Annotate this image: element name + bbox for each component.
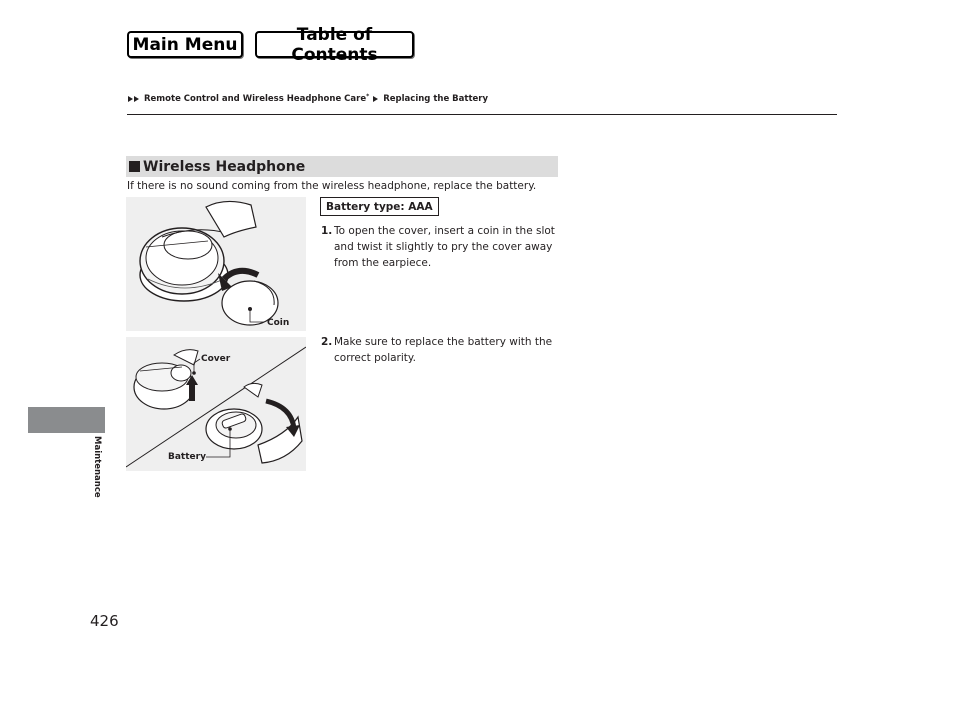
breadcrumb-asterisk: * bbox=[366, 92, 370, 100]
side-tab-label: Maintenance bbox=[92, 436, 102, 498]
breadcrumb-arrow-icon bbox=[134, 96, 139, 102]
table-of-contents-button[interactable]: Table of Contents bbox=[255, 31, 414, 58]
header-rule bbox=[127, 114, 837, 115]
breadcrumb bbox=[128, 94, 488, 104]
step-number: 2. bbox=[321, 336, 333, 348]
section-title: Wireless Headphone bbox=[143, 158, 306, 175]
cover-callout: Cover bbox=[201, 354, 231, 364]
battery-type-badge: Battery type: AAA bbox=[320, 197, 439, 216]
figure-battery-replacement bbox=[126, 337, 306, 471]
section-heading bbox=[126, 156, 558, 177]
main-menu-button[interactable]: Main Menu bbox=[127, 31, 243, 58]
breadcrumb-level1[interactable]: Remote Control and Wireless Headphone Care bbox=[144, 94, 367, 104]
step-text: Make sure to replace the battery with the correct polarity. bbox=[334, 336, 553, 364]
breadcrumb-arrow-icon bbox=[128, 96, 133, 102]
step-2 bbox=[321, 334, 561, 366]
intro-text: If there is no sound coming from the wireless headphone, replace the battery. bbox=[127, 180, 537, 192]
coin-callout: Coin bbox=[267, 318, 290, 328]
step-number: 1. bbox=[321, 225, 333, 237]
side-tab-marker bbox=[28, 407, 105, 433]
step-1 bbox=[321, 223, 561, 271]
figure-coin-opening bbox=[126, 197, 306, 331]
step-text: To open the cover, insert a coin in the slot and twist it slightly to pry the cover away from the earpiece. bbox=[334, 225, 555, 269]
battery-callout: Battery bbox=[168, 452, 206, 462]
breadcrumb-level2[interactable]: Replacing the Battery bbox=[383, 94, 489, 104]
breadcrumb-arrow-icon bbox=[373, 96, 378, 102]
square-bullet-icon bbox=[129, 161, 140, 172]
page-number: 426 bbox=[90, 612, 119, 630]
